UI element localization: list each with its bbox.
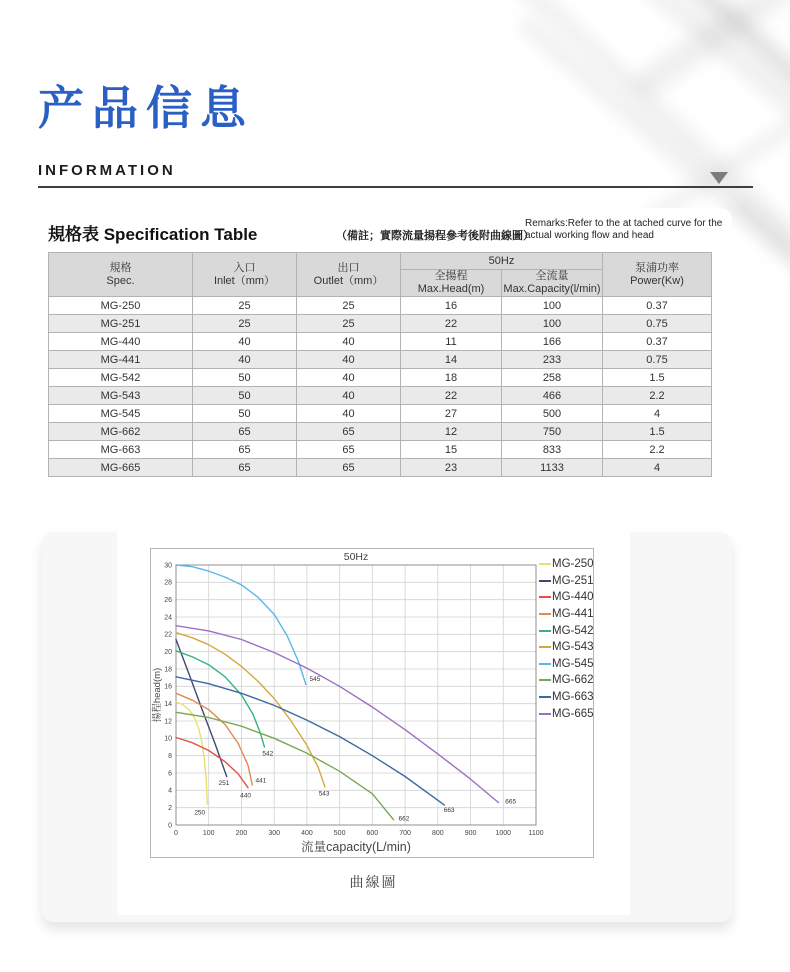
y-tick-label: 20 <box>164 649 172 657</box>
spec-table-title: 規格表 Specification Table <box>48 225 258 244</box>
table-cell: 40 <box>193 351 297 369</box>
legend-label: MG-250 <box>552 558 594 571</box>
legend-swatch-icon <box>539 713 551 715</box>
table-cell: 65 <box>297 441 401 459</box>
col-header-en: Max.Capacity(l/min) <box>503 283 601 295</box>
col-header-cn: 入口 <box>233 261 256 274</box>
table-cell: MG-663 <box>49 441 193 459</box>
curve-MG-663 <box>176 677 444 805</box>
table-cell: 833 <box>502 441 603 459</box>
legend-label: MG-665 <box>552 707 594 720</box>
legend-label: MG-545 <box>552 657 594 670</box>
y-tick-label: 22 <box>164 631 172 639</box>
table-cell: 50 <box>193 387 297 405</box>
col-header-maxhead <box>401 270 502 297</box>
table-cell: 40 <box>297 351 401 369</box>
table-cell: MG-545 <box>49 405 193 423</box>
y-tick-label: 10 <box>164 735 172 743</box>
x-tick-label: 200 <box>235 830 248 837</box>
col-header-spec <box>49 253 193 297</box>
legend-label: MG-441 <box>552 608 594 621</box>
col-header-en: Outlet（mm） <box>313 274 384 287</box>
y-tick-label: 2 <box>168 805 172 813</box>
table-cell: MG-543 <box>49 387 193 405</box>
table-cell: 65 <box>297 423 401 441</box>
table-cell: 12 <box>401 423 502 441</box>
x-axis-title: 流量capacity(L/min) <box>301 840 411 854</box>
table-row <box>49 423 712 441</box>
table-cell: 40 <box>297 387 401 405</box>
table-cell: 100 <box>502 297 603 315</box>
table-cell: MG-440 <box>49 333 193 351</box>
legend-item <box>539 656 594 673</box>
header-divider <box>38 186 753 188</box>
spec-table <box>48 252 712 477</box>
leaf-shadow-decoration <box>629 0 790 102</box>
table-row <box>49 333 712 351</box>
table-cell: 40 <box>297 405 401 423</box>
table-cell: 25 <box>297 297 401 315</box>
table-cell: 25 <box>297 315 401 333</box>
table-cell: 40 <box>297 369 401 387</box>
table-cell: 2.2 <box>603 387 712 405</box>
leaf-shadow-decoration <box>728 195 790 381</box>
legend-swatch-icon <box>539 596 551 598</box>
x-tick-label: 500 <box>333 830 346 837</box>
information-label: INFORMATION <box>38 162 176 179</box>
table-cell: 14 <box>401 351 502 369</box>
table-cell: 466 <box>502 387 603 405</box>
legend-swatch-icon <box>539 696 551 698</box>
col-header-cn: 全流量 <box>535 270 569 283</box>
table-cell: 65 <box>193 459 297 477</box>
col-header-inlet <box>193 253 297 297</box>
page-title: 产品信息 <box>38 82 254 134</box>
leaf-shadow-decoration <box>569 0 790 164</box>
legend-item <box>539 589 594 606</box>
table-cell: MG-251 <box>49 315 193 333</box>
table-cell: 40 <box>297 333 401 351</box>
table-cell: 233 <box>502 351 603 369</box>
y-tick-label: 18 <box>164 666 172 674</box>
legend-item <box>539 606 594 623</box>
curve-label-MG-251: 251 <box>218 780 230 788</box>
legend-label: MG-663 <box>552 691 594 704</box>
legend-swatch-icon <box>539 630 551 632</box>
table-cell: 25 <box>193 297 297 315</box>
table-cell: 0.75 <box>603 315 712 333</box>
legend-label: MG-543 <box>552 641 594 654</box>
legend-swatch-icon <box>539 563 551 565</box>
table-cell: 65 <box>297 459 401 477</box>
y-axis-title: 揚程head(m) <box>152 667 163 723</box>
col-header-cn: 全揚程 <box>434 270 468 283</box>
x-tick-label: 700 <box>399 830 411 837</box>
curve-MG-440 <box>176 738 248 788</box>
legend-item <box>539 622 594 639</box>
table-cell: MG-441 <box>49 351 193 369</box>
col-header-cn: 泵浦功率 <box>635 261 679 274</box>
chart-panel <box>117 532 630 915</box>
chart-title: 50Hz <box>343 551 369 563</box>
legend-item <box>539 639 594 656</box>
legend-item <box>539 573 594 590</box>
table-cell: 750 <box>502 423 603 441</box>
legend-label: MG-662 <box>552 674 594 687</box>
y-tick-label: 4 <box>168 787 172 795</box>
table-cell: 65 <box>193 441 297 459</box>
table-row <box>49 297 712 315</box>
table-cell: 50 <box>193 405 297 423</box>
legend-label: MG-251 <box>552 574 594 587</box>
table-cell: 18 <box>401 369 502 387</box>
table-row <box>49 387 712 405</box>
chart-card <box>42 532 732 922</box>
chart-caption: 曲線圖 <box>349 874 398 890</box>
table-cell: MG-250 <box>49 297 193 315</box>
curve-label-MG-250: 250 <box>194 809 206 817</box>
y-tick-label: 8 <box>168 753 172 761</box>
curve-label-MG-665: 665 <box>505 798 517 806</box>
legend-label: MG-542 <box>552 624 594 637</box>
y-tick-label: 12 <box>164 718 172 726</box>
table-cell: 1.5 <box>603 369 712 387</box>
table-cell: 23 <box>401 459 502 477</box>
curve-MG-665 <box>176 626 498 803</box>
table-cell: 22 <box>401 387 502 405</box>
leaf-shadow-decoration <box>598 0 790 200</box>
y-tick-label: 0 <box>168 822 172 830</box>
table-cell: 65 <box>193 423 297 441</box>
table-cell: MG-662 <box>49 423 193 441</box>
curve-label-MG-542: 542 <box>262 750 274 758</box>
table-cell: 100 <box>502 315 603 333</box>
spec-card <box>40 208 732 506</box>
spec-note-en: Remarks:Refer to the at tached curve for the actual working flow and head <box>525 218 723 241</box>
x-tick-label: 900 <box>464 830 477 837</box>
x-tick-label: 800 <box>431 830 444 837</box>
legend-swatch-icon <box>539 646 551 648</box>
table-cell: 166 <box>502 333 603 351</box>
x-tick-label: 100 <box>202 830 215 837</box>
table-cell: 16 <box>401 297 502 315</box>
y-tick-label: 24 <box>164 614 172 622</box>
curve-MG-441 <box>176 693 252 788</box>
y-tick-label: 6 <box>168 770 172 778</box>
table-cell: 27 <box>401 405 502 423</box>
curve-label-MG-440: 440 <box>240 792 252 800</box>
table-cell: 4 <box>603 459 712 477</box>
table-cell: 500 <box>502 405 603 423</box>
curve-label-MG-663: 663 <box>443 807 455 814</box>
legend-swatch-icon <box>539 663 551 665</box>
legend-item <box>539 705 594 722</box>
plot-border <box>176 565 536 825</box>
curve-label-MG-545: 545 <box>309 676 321 684</box>
x-tick-label: 300 <box>268 830 281 837</box>
table-cell: MG-542 <box>49 369 193 387</box>
y-tick-label: 14 <box>164 701 172 709</box>
table-cell: 11 <box>401 333 502 351</box>
legend-swatch-icon <box>539 580 551 582</box>
y-tick-label: 30 <box>164 562 172 570</box>
table-cell: 0.37 <box>603 297 712 315</box>
curve-label-MG-441: 441 <box>255 777 267 785</box>
pump-curve-svg <box>151 549 595 859</box>
curve-label-MG-543: 543 <box>318 790 330 798</box>
y-tick-label: 16 <box>164 683 172 691</box>
col-header-en: Inlet（mm） <box>213 274 276 287</box>
y-tick-label: 26 <box>164 597 172 605</box>
table-cell: 15 <box>401 441 502 459</box>
x-tick-label: 1000 <box>495 830 512 837</box>
spec-note-cn: （備註；實際流量揚程參考後附曲線圖） <box>336 230 534 242</box>
col-header-cn: 規格 <box>109 261 132 274</box>
table-cell: 258 <box>502 369 603 387</box>
table-row <box>49 315 712 333</box>
chart-legend <box>539 556 594 722</box>
legend-item <box>539 689 594 706</box>
table-row <box>49 351 712 369</box>
x-tick-label: 0 <box>174 830 178 837</box>
triangle-down-icon <box>710 172 728 184</box>
col-header-maxcapacity <box>502 270 603 297</box>
legend-swatch-icon <box>539 679 551 681</box>
table-cell: 1.5 <box>603 423 712 441</box>
table-row <box>49 405 712 423</box>
table-cell: MG-665 <box>49 459 193 477</box>
x-tick-label: 1100 <box>528 830 544 837</box>
table-cell: 4 <box>603 405 712 423</box>
table-cell: 1133 <box>502 459 603 477</box>
table-cell: 0.37 <box>603 333 712 351</box>
table-cell: 2.2 <box>603 441 712 459</box>
col-header-en: Max.Head(m) <box>417 283 485 295</box>
legend-swatch-icon <box>539 613 551 615</box>
table-cell: 50 <box>193 369 297 387</box>
col-header-cn: 出口 <box>337 261 360 274</box>
curve-label-MG-662: 662 <box>398 815 410 823</box>
table-cell: 25 <box>193 315 297 333</box>
legend-item <box>539 672 594 689</box>
col-header-en: Power(Kw) <box>630 274 684 287</box>
table-row <box>49 441 712 459</box>
x-tick-label: 600 <box>366 830 379 837</box>
table-cell: 22 <box>401 315 502 333</box>
leaf-shadow-decoration <box>527 0 790 130</box>
col-header-en: Spec. <box>106 274 135 287</box>
table-row <box>49 369 712 387</box>
table-cell: 40 <box>193 333 297 351</box>
col-group-50hz: 50Hz <box>401 253 603 270</box>
x-tick-label: 400 <box>301 830 313 837</box>
y-tick-label: 28 <box>164 579 172 587</box>
col-header-outlet <box>297 253 401 297</box>
col-header-power <box>603 253 712 297</box>
table-row <box>49 459 712 477</box>
pump-curve-chart <box>150 548 594 858</box>
legend-item <box>539 556 594 573</box>
legend-label: MG-440 <box>552 591 594 604</box>
table-cell: 0.75 <box>603 351 712 369</box>
